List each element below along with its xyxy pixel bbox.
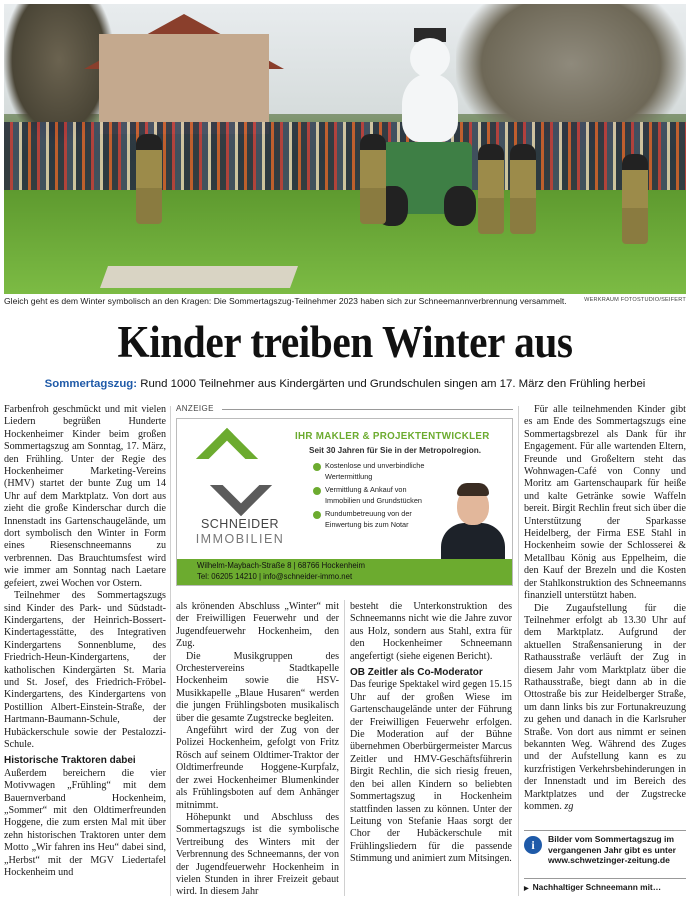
agent-portrait (439, 481, 509, 559)
ad-label: ANZEIGE (176, 404, 513, 413)
paragraph: Angeführt wird der Zug von der Polizei Hockenheim, gefolgt von Fritz Rösch auf seinem Oldtimer-Traktor der Oldtimerfreunde Hoggene-Kurpfalz, der zwei Hockenheimer Blumenkinder als Frühlingsboten auf dem Anhänger mitnimmt. (176, 725, 339, 811)
article-column-1 (4, 404, 166, 879)
info-box (524, 834, 686, 866)
schneider-logo-icon (195, 433, 275, 513)
headline: Kinder treiben Winter aus (117, 317, 573, 367)
paragraph: Das feurige Spektakel wird gegen 15.15 Uhr auf der großen Wiese im Gartenschaugelände unter der Führung der Freiwilligen Feuerwehr erfolgen. Die Moderation auf der Bühne übernehmen Oberbürgermeister Marcus Zeitler und HMV-Geschäftsführerin Birgit Rechlin, die sich riesig freuen, den bei allen Kindern so beliebten Sommertagszug in Hockenheim stattfinden lassen zu können. Unter der Leitung von Stefanie Haas sorgt der Chor der Hubäckerschule mit Frühlingsliedern für die passende Stimmung und animiert zum Mitsingen. (350, 679, 513, 865)
advertisement[interactable] (176, 418, 513, 586)
paragraph: Für alle teilnehmenden Kinder gibt es am Ende des Sommertagszugs eine Sommertagsbrezel als Dank für ihr Engagement. Für alle wartenden Eltern, Freunde und Großeltern steht das Wohnwagen-Café von Conny und Moritz am Gartenschaupark für heiße und kalte Getränke sowie Waffeln bereit. Birgit Rechlin freut sich über die Unterstützung der Sparkasse Heidelberg, der Firma ESE Stahl in Hockenheim sowie der Schlosserei & Metallbau König aus Eppelheim, die den Kauf der Brezeln und die Kosten der Stahlkonstruktion des Schneemanns finanziell unterstützt haben. (524, 404, 686, 602)
info-icon: i (524, 836, 542, 854)
info-link[interactable]: www.schwetzinger-zeitung.de (548, 855, 670, 866)
subheading: OB Zeitler als Co-Moderator (350, 667, 483, 679)
subhead (0, 378, 690, 390)
ad-bullet: Vermittlung & Ankauf von Immobilien und Grundstücken (313, 485, 433, 506)
paragraph: Farbenfroh geschmückt und mit vielen Liedern begrüßen Hunderte Hockenheimer Kinder beim großen Sommertagszug am Sonntag, 17. März, den Frühling. Unter der Regie des Hockenheimer Marketing-Vereins (HMV) startet der bunte Zug um 14 Uhr auf dem Marktplatz. Von dort aus zieht die große Kinderschar durch die Innenstadt ins Gartenschaugelände, um dort symbolisch den Winter in Form eines Riesenschneemanns zu verbrennen. Das Brauchtumsfest wird wie immer am Sonntag nach Laetare gefeiert, zwei Wochen vor Ostern. (4, 404, 166, 589)
photo-credit: WERKRAUM FOTOSTUDIO/SEIFERT (584, 297, 686, 303)
hero-photo (4, 4, 686, 294)
ad-bullet-list (313, 461, 433, 533)
ad-subtitle: Seit 30 Jahren für Sie in der Metropolregion. (309, 446, 481, 455)
ad-brand-name: SCHNEIDER (200, 517, 280, 531)
info-text: Bilder vom Sommertagszug im vergangenen Jahr gibt es unter (548, 834, 676, 855)
ad-brand-sub: IMMOBILIEN (195, 532, 285, 546)
paragraph: als krönenden Abschluss „Winter“ mit der Freiwilligen Feuerwehr und der Jugendfeuerwehr Hockenheim, den Zug. (176, 601, 339, 650)
article-column-3 (350, 601, 512, 866)
paragraph: Außerdem bereichern die vier Motivwagen „Frühling“ mit dem Bauernverband Hockenheim, „Sommer“ mit den Oldtimerfreunden Hoggene, die zum ersten Mal mit über zehn historischen Traktoren unter dem Motto „Wir fahren ins Heu“ dabei sind, „Herbst“ mit der MGV Liedertafel Hockenheim und (4, 767, 166, 879)
paragraph: Die Zugaufstellung für die Teilnehmer erfolgt ab 13.30 Uhr auf dem Marktplatz. Aufgrund der aktuellen Straßensanierung in der Rathausstraße verläuft der Zug in diesem Jahr vom Marktplatz über die Rathausstraße, biegt dann ab in die Ottostraße bis zur Heidelberger Straße, um dann links bis zur Fortunakreuzung zu gehen und danach in die Karlsruher Straße. Von dort aus nimmt er seinen bekannten Weg. Während des Zuges und der Aufstellung kann es zu kurzfristigen Verkehrsbehinderungen in der Innenstadt und im Bereich des Marktplatzes und der Zugstrecke kommen. zg (524, 602, 686, 812)
paragraph: Höhepunkt und Abschluss des Sommertagszugs ist die symbolische Vertreibung des Winters mit der Verbrennung des Schneemanns, der von der Jugendfeuerwehr Hockenheim in vielen Stunden in ihrer Freizeit gebaut wird. In diesem Jahr (176, 811, 339, 898)
ad-address: Wilhelm-Maybach-Straße 8 | 68766 Hockenheim (197, 561, 365, 570)
paragraph: Teilnehmer des Sommertagszugs sind Kinder des Park- und Südstadt-Kindergartens, der Heinrich-Bossert-Kindertagesstätte, des Integrativen Kindergartens Sonnenblume, des Friedrich-Heun-Kindergartens, der katholischen Kindergärten St. Maria und St. Josef, des Friedrich-Fröbel-Kindergartens, des Kindergartens von Postillion Albert-Einstein-Straße, der Hartmann-Baumann-Schule, der Hubäckerschule sowie der Pestalozzi-Schule. (4, 590, 166, 750)
ad-title: IHR MAKLER & PROJEKTENTWICKLER (295, 431, 490, 442)
author-signature: zg (564, 801, 574, 812)
paragraph: besteht die Unterkonstruktion des Schneemanns nicht wie die Jahre zuvor aus Holz, sondern aus Stahl, extra für den Hockenheimer Schneemann angefertigt (siehe eigenen Bericht). (350, 601, 512, 662)
article-column-2 (176, 601, 339, 899)
subheading: Historische Traktoren dabei (4, 755, 136, 767)
ad-bullet: Rundumbetreuung von der Einwertung bis zum Notar (313, 509, 433, 530)
more-link[interactable]: ▶ Nachhaltiger Schneemann mit… (524, 882, 686, 892)
paragraph: Die Musikgruppen des Orchestervereins Stadtkapelle Hockenheim sowie die HSV-Musikkapelle „Blaue Husaren“ werden die jungen Frühlingsboten musikalisch über die gesamte Zugstrecke begleiten. (176, 650, 339, 724)
article-column-4 (524, 404, 686, 813)
subhead-text: Rund 1000 Teilnehmer aus Kindergärten und Grundschulen singen am 17. März den Frühling herbei (137, 378, 646, 390)
subhead-kicker: Sommertagszug: (44, 378, 138, 390)
ad-bullet: Kostenlose und unverbindliche Wertermittlung (313, 461, 433, 482)
ad-contact[interactable]: Tel: 06205 14210 | info@schneider-immo.net (197, 572, 353, 581)
photo-caption: Gleich geht es dem Winter symbolisch an den Kragen: Die Sommertagszug-Teilnehmer 2023 haben sich zur Schneemannverbrennung versammelt. WERKRAUM FOTOSTUDIO/SEIFERT (4, 296, 686, 306)
